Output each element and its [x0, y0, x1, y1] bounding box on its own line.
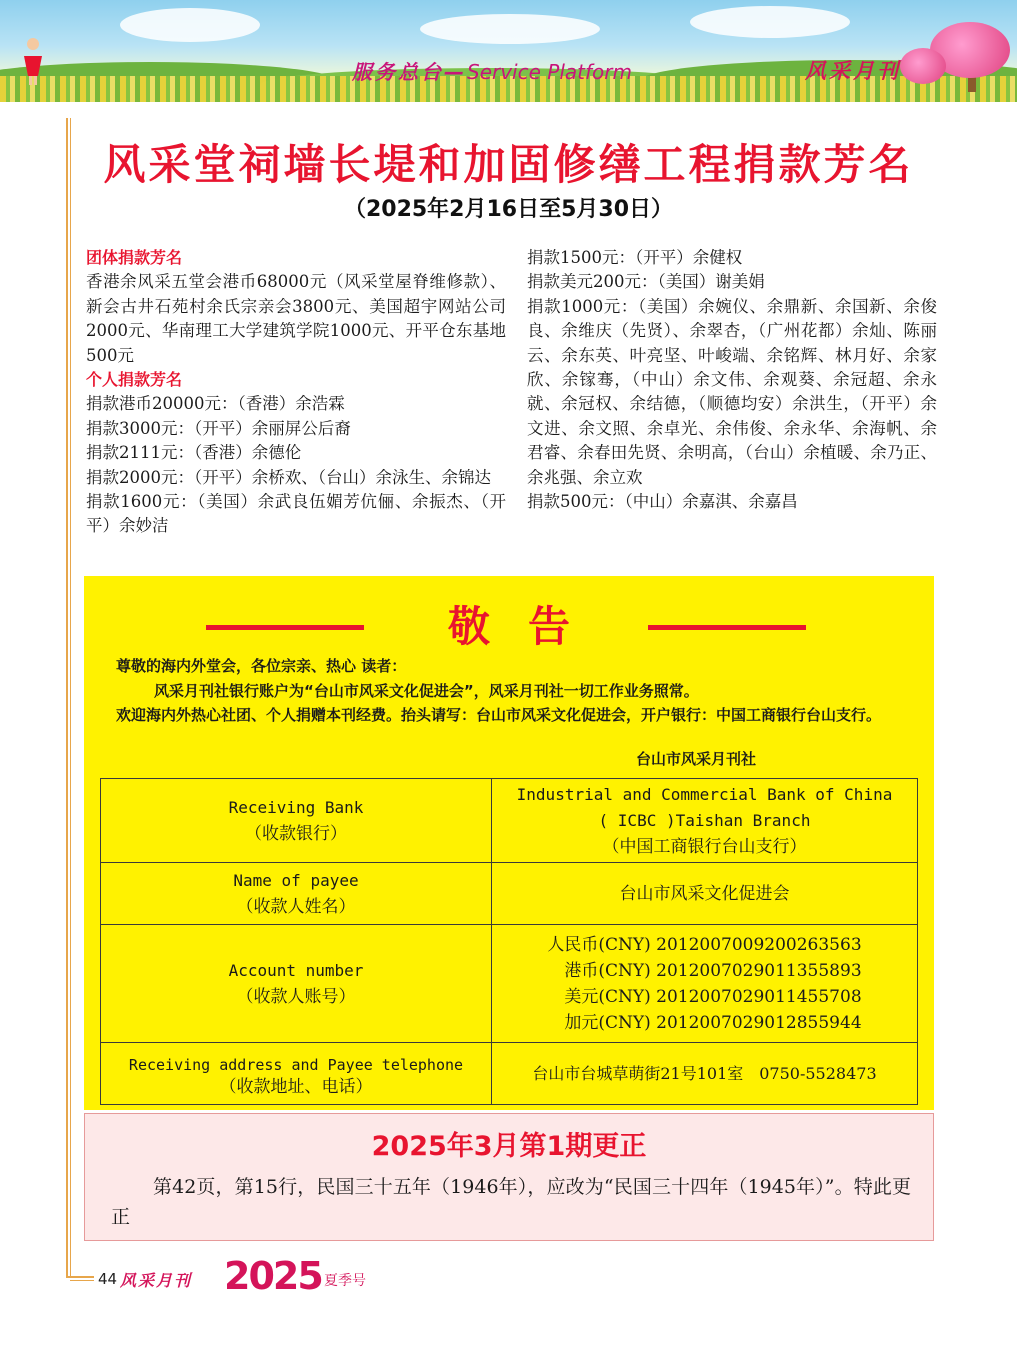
account-list [547, 932, 861, 1036]
donor-entry: 捐款500元：（中山）余嘉淇、余嘉昌 [527, 492, 798, 512]
bottom-border-rule [66, 1276, 94, 1278]
left-border-rule-inner [70, 118, 71, 1276]
footer-magazine: 风采月刊 [120, 1271, 193, 1290]
notice-paragraph: 欢迎海内外热心社团、个人捐赠本刊经费。抬头请写：台山市风采文化促进会，开户银行：中国工商银行台山支行。 [116, 706, 882, 724]
donor-entry: 捐款港币20000元：（香港）余浩霖 [86, 394, 345, 414]
bank-value-cn: （中国工商银行台山支行） [602, 836, 807, 857]
table-row [101, 779, 918, 863]
account-number: 加元(CNY) 2012007029012855944 [564, 1012, 862, 1033]
notice-title: 敬告 [447, 602, 608, 651]
girl-illustration-icon [20, 36, 46, 86]
group-donations-text: 香港余风采五堂会港币68000元（风采堂屋脊维修款）、新会古井石苑村余氏宗亲会3800元、美国超宇网站公司2000元、华南理工大学建筑学院1000元、开平仓东基地500元 [86, 272, 506, 365]
magazine-name: 风采月刊 [805, 59, 901, 83]
correction-box [84, 1113, 934, 1241]
bank-key-en: Receiving Bank [228, 797, 364, 817]
title-dash-right [648, 625, 806, 630]
address-key-cell [101, 1043, 492, 1105]
donor-entry: 捐款1500元：（开平）余健权 [527, 248, 743, 267]
donor-entry: 捐款1600元：（美国）余武良伍媚芳伉俪、余振杰、（开平）余妙洁 [86, 492, 506, 536]
bank-info-table [100, 778, 918, 1105]
account-key-cn: （收款人账号） [236, 986, 356, 1007]
address-key-cn: （收款地址、电话） [219, 1076, 373, 1097]
table-row [101, 1043, 918, 1105]
left-border-rule [66, 118, 68, 1276]
section-title: 服务总台—Service Platform [352, 60, 632, 84]
bank-key-cell [101, 779, 492, 863]
address-value: 台山市台城草萌街21号101室 0750-5528473 [492, 1043, 918, 1105]
account-key-cell [101, 925, 492, 1043]
bank-value-en: Industrial and Commercial Bank of China [516, 784, 893, 804]
payee-key-en: Name of payee [233, 870, 359, 890]
page-title: 风采堂祠墙长堤和加固修缮工程捐款芳名 [103, 140, 914, 189]
payee-key-cell [101, 863, 492, 925]
account-key-en: Account number [228, 960, 364, 980]
notice-body [116, 654, 926, 728]
header-banner [0, 0, 1017, 102]
notice-greeting: 尊敬的海内外堂会，各位宗亲、热心 读者： [116, 657, 407, 675]
account-value-cell [492, 925, 918, 1043]
personal-donations-heading: 个人捐款芳名 [86, 370, 183, 390]
footer-year: 2025 [224, 1254, 322, 1298]
donor-entry: 捐款2111元：（香港）余德伦 [86, 443, 302, 463]
account-number: 人民币(CNY) 2012007009200263563 [547, 934, 862, 955]
group-donations-heading: 团体捐款芳名 [86, 248, 183, 267]
correction-text: 第42页，第15行，民国三十五年（1946年），应改为“民国三十四年（1945年）”。特此更正 [111, 1176, 911, 1228]
footer-issue: 夏季号 [324, 1273, 366, 1289]
page-number: 44 [98, 1270, 118, 1288]
donor-entry: 捐款1000元：（美国）余婉仪、余鼎新、余国新、余俊良、余维庆（先贤）、余翠杏，（广州花都）余灿、陈丽云、余东英、叶亮坚、叶峻端、余铭辉、林月好、余家欣、余镓骞，（中山）余文伟、余观葵、余冠超、余永就、余冠权、余结德，（顺德均安）余洪生，（开平）余文进、余文照、余卓光、余伟俊、余永华、余海帆、余君睿、余春田先贤、余明高，（台山）余植暖、余乃正、余兆强、余立欢 [527, 296, 937, 487]
notice-header [84, 594, 934, 650]
payee-value: 台山市风采文化促进会 [492, 863, 918, 925]
account-number: 美元(CNY) 2012007029011455708 [564, 986, 862, 1007]
address-key-en: Receiving address and Payee telephone [128, 1055, 464, 1074]
donor-entry: 捐款2000元：（开平）余桥欢、（台山）余泳生、余锦达 [86, 467, 491, 487]
notice-paragraph: 风采月刊社银行账户为“台山市风采文化促进会”，风采月刊社一切工作业务照常。 [154, 681, 699, 700]
donor-entry: 捐款3000元：（开平）余丽屏公后裔 [86, 418, 351, 438]
donor-list-right [527, 246, 937, 514]
table-row [101, 863, 918, 925]
correction-title: 2025年3月第1期更正 [371, 1131, 647, 1162]
bank-key-cn: （收款银行） [245, 823, 347, 844]
donor-list-left [86, 246, 506, 539]
bank-value-cell [492, 779, 918, 863]
bank-value-branch: ( ICBC )Taishan Branch [598, 810, 811, 830]
notice-signature: 台山市风采月刊社 [636, 750, 757, 768]
notice-box [84, 576, 934, 1110]
page-subtitle: （2025年2月16日至5月30日） [343, 197, 674, 222]
payee-key-cn: （收款人姓名） [236, 896, 356, 917]
donor-entry: 捐款美元200元：（美国）谢美娟 [527, 272, 765, 292]
bottom-border-rule-inner [70, 1280, 94, 1281]
table-row [101, 925, 918, 1043]
account-number: 港币(CNY) 2012007029011355893 [564, 960, 862, 981]
